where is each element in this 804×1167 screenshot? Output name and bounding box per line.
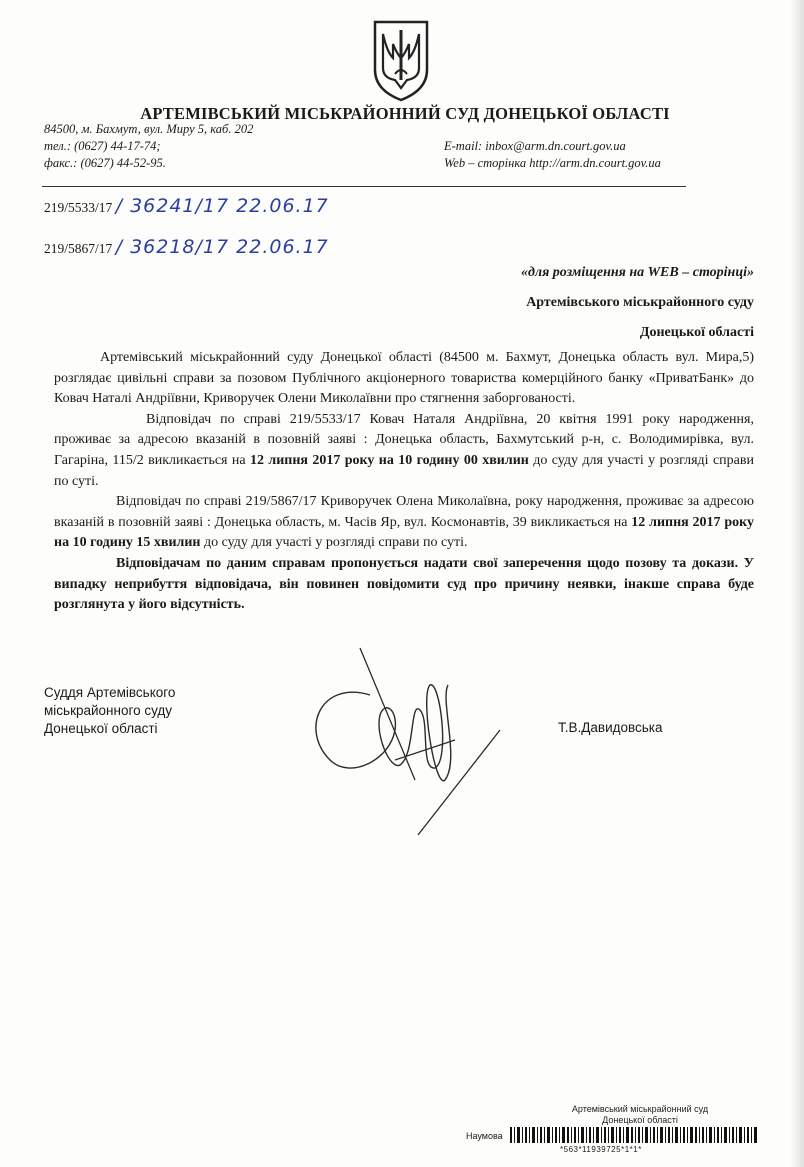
paragraph-instructions: Відповідачам по даним справам пропонується надати свої заперечення щодо позову та докази. У випадку неприбуття відповідача, він повинен повідомити суд про причину неявки, інакше справа буде розглянута у його відсутність. xyxy=(54,555,754,613)
trident-emblem-icon xyxy=(369,18,433,102)
judge-line-3: Донецької області xyxy=(44,721,158,736)
judge-line-2: міськрайонного суду xyxy=(44,703,173,718)
court-address: 84500, м. Бахмут, вул. Миру 5, каб. 202 xyxy=(44,122,254,136)
paragraph-defendant-1 xyxy=(54,410,754,492)
contact-right xyxy=(444,138,661,172)
handwritten-registry-2: / 36218/17 22.06.17 xyxy=(115,236,329,258)
scan-edge-shadow xyxy=(790,0,804,1167)
court-fax: факс.: (0627) 44-52-95. xyxy=(44,156,166,170)
operator-name: Наумова xyxy=(466,1131,503,1141)
defendant-2-text-end: до суду для участі у розгляді справи по суті. xyxy=(200,535,468,551)
case-number-2: 219/5867/17 xyxy=(44,241,113,256)
defendant-2-hearing-time: 12 липня 2017 року на 10 годину 15 хвилин xyxy=(54,514,754,551)
web-note-line-1: «для розміщення на WEB – сторінці» xyxy=(520,265,754,280)
stamp-org-line-1: Артемівський міськрайонний суд xyxy=(571,1104,709,1114)
barcode-icon xyxy=(510,1127,760,1143)
judge-name: Т.В.Давидовська xyxy=(558,720,663,735)
defendant-1-text-end: до суду для участі у розгляді справи по суті. xyxy=(54,452,754,489)
defendant-1-text: Відповідач по справі 219/5533/17 Ковач Наталя Андріївна, 20 квітня 1991 року народження, проживає за адресою вказаній в позовній заяві : Донецька область, Бахмутський р-н, с. Володимирівка, вул. Гагаріна, 115/2 викликається на xyxy=(54,411,754,468)
registry-line-1 xyxy=(44,195,329,217)
defendant-2-text: Відповідач по справі 219/5867/17 Криворучек Олена Миколаївна, року народження, проживає за адресою вказаній в позовній заяві : Донецька область, м. Часів Яр, вул. Космонавтів, 39 викликається на xyxy=(54,494,754,530)
web-publication-note xyxy=(521,258,754,348)
web-note-line-3: Донецької області xyxy=(639,325,754,340)
notice-body xyxy=(54,348,754,616)
court-phone: тел.: (0627) 44-17-74; xyxy=(44,139,161,153)
web-note-line-2: Артемівського міськрайонного суду xyxy=(526,295,754,310)
paragraph-defendant-2 xyxy=(54,492,754,554)
court-website: Web – сторінка http://arm.dn.court.gov.ua xyxy=(444,156,661,170)
judge-line-1: Суддя Артемівського xyxy=(44,685,176,700)
handwritten-registry-1: / 36241/17 22.06.17 xyxy=(115,195,329,217)
registry-line-2 xyxy=(44,236,329,258)
court-email: E-mail: inbox@arm.dn.court.gov.ua xyxy=(444,139,626,153)
barcode-number: *563*11939725*1*1* xyxy=(560,1145,642,1154)
registration-stamp xyxy=(520,1104,760,1126)
handwritten-signature xyxy=(290,640,520,840)
contact-left xyxy=(44,121,253,172)
judge-title-block xyxy=(44,684,175,738)
defendant-1-hearing-time: 12 липня 2017 року на 10 годину 00 хвилин xyxy=(249,452,529,468)
header-divider xyxy=(42,186,686,187)
case-number-1: 219/5533/17 xyxy=(44,200,113,215)
paragraph-intro: Артемівський міськрайонний суду Донецької області (84500 м. Бахмут, Донецька область вул. Мира,5) розглядає цивільні справи за позовом Публічного акціонерного товариства комерційного банку «ПриватБанк» до Ковач Наталі Андріївни, Криворучек Олени Миколаївни про стягнення заборгованості. xyxy=(54,350,754,407)
court-title: АРТЕМІВСЬКИЙ МІСЬКРАЙОННИЙ СУД ДОНЕЦЬКОЇ ОБЛАСТІ xyxy=(140,104,670,123)
stamp-org-line-2: Донецької області xyxy=(602,1115,678,1125)
